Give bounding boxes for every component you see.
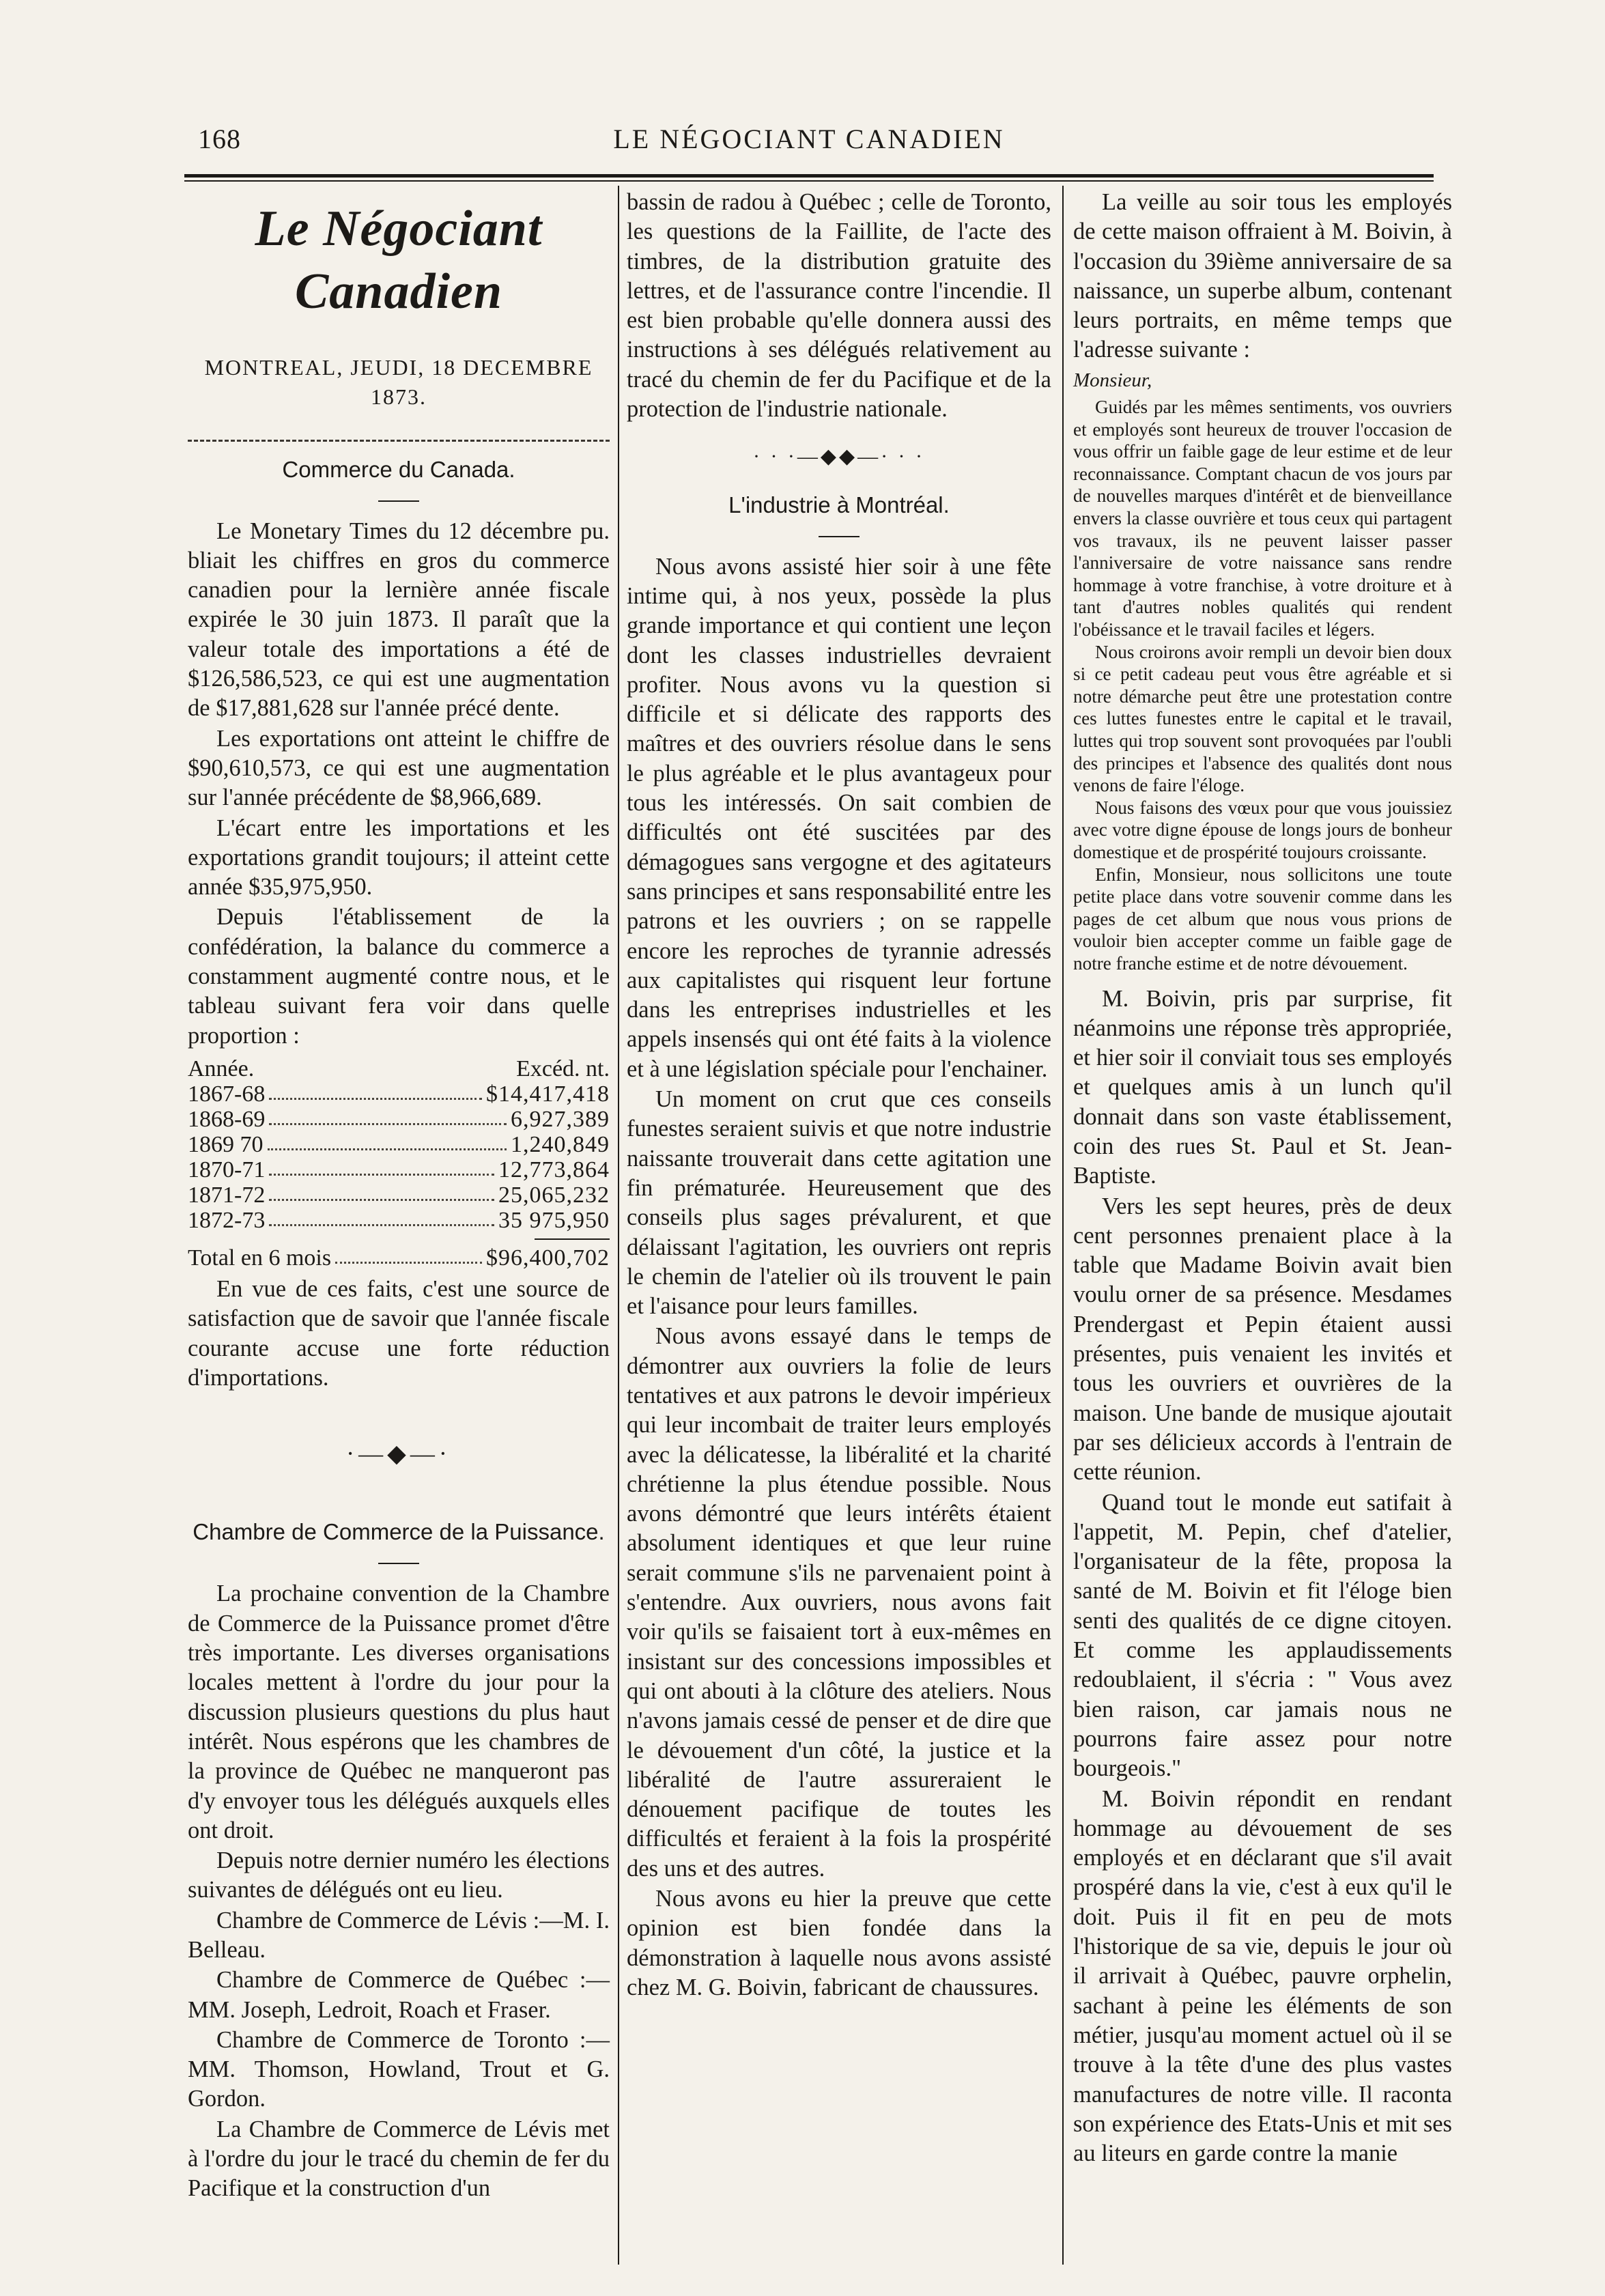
column-divider [618,186,619,2265]
table-row [188,1182,610,1208]
ornament-divider: ·—◆—· [346,1440,451,1468]
table-row [188,1081,610,1107]
article-paragraph: Chambre de Commerce de Lévis :—M. I. Belleau. [188,1907,610,1963]
table-header-excess: Excéd. nt. [516,1055,610,1081]
table-total-amount: $96,400,702 [486,1245,610,1271]
column-3 [1073,188,1452,2169]
dateline: MONTREAL, JEUDI, 18 DECEMBRE 1873. [204,355,593,410]
heading-rule [378,500,419,502]
article-paragraph: En vue de ces faits, c'est une source de satisfaction que de savoir que l'année fiscale courante accuse une forte réduction d'importations. [188,1275,610,1391]
table-cell-year: 1867-68 [188,1081,266,1107]
table-header-row [188,1056,610,1081]
address-salutation: Monsieur, [1073,369,1152,391]
article-paragraph: Chambre de Commerce de Toronto :—MM. Thomson, Howland, Trout et G. Gordon. [188,2026,610,2112]
table-row [188,1107,610,1132]
article-heading: Chambre de Commerce de la Puissance. [193,1519,605,1545]
heading-rule [378,1563,419,1564]
masthead-title: Le Négociant Canadien [255,201,543,320]
article-paragraph: L'écart entre les importations et les exportations grandit toujours; il atteint cette année $35,975,950. [188,814,610,901]
table-cell-amount: $14,417,418 [486,1081,610,1107]
page-number: 168 [198,124,241,154]
address-paragraph: Guidés par les mêmes sentiments, vos ouvriers et employés sont heureux de trouver l'occasion de vous offrir un faible gage de leur estime et de leur reconnaissance. Comptant chacun de vos jours par de nouvelles marques d'intérêt et de bienveillance envers la classe ouvrière et tous ceux qui partagent vos travaux, ils ne peuvent laisser passer l'anniversaire de votre naissance sans rendre hommage à votre franchise, à votre droiture et à tant d'autres nobles qualités qui rendent l'obéissance et le travail faciles et légers. [1073,397,1452,640]
article-paragraph: Depuis notre dernier numéro les élections suivantes de délégués ont eu lieu. [188,1847,610,1903]
article-heading: Commerce du Canada. [282,456,515,482]
ornament-divider: · · ·—◆◆—· · · [752,445,926,468]
table-cell-year: 1872-73 [188,1207,266,1233]
article-paragraph: La veille au soir tous les employés de cette maison offraient à M. Boivin, à l'occasion du 39ième anniversaire de sa naissance, un superbe album, contenant leurs portraits, en même temps que l'adresse suivante : [1073,189,1452,363]
column-2 [627,188,1051,2003]
address-paragraph: Nous faisons des vœux pour que vous jouissiez avec votre digne épouse de longs jours de bonheur domestique et de prospérité toujours croissante. [1073,797,1452,862]
table-cell-year: 1871-72 [188,1182,266,1208]
article-paragraph: Quand tout le monde eut satifait à l'appetit, M. Pepin, chef d'atelier, l'organisateur de la fête, proposa la santé de M. Boivin et fit l'éloge bien senti des qualités de ce digne citoyen. Et comme les applaudissements redoublaient, il s'écria : " Vous avez bien raison, car jamais nous ne pourrons faire assez pour notre bourgeois." [1073,1489,1452,1782]
address-paragraph: Enfin, Monsieur, nous sollicitons une toute petite place dans votre souvenir comme dans les pages de cet album que nous vous prions de vouloir bien accepter comme un faible gage de notre franche estime et de notre dévouement. [1073,864,1452,974]
article-paragraph: M. Boivin, pris par surprise, fit néanmoins une réponse très appropriée, et hier soir il conviait tous ses employés et quelques amis à un lunch qu'il donnait dans son vaste établissement, coin des rues St. Paul et St. Jean-Baptiste. [1073,985,1452,1189]
table-cell-amount: 35 975,950 [498,1207,610,1233]
article-paragraph: Nous avons assisté hier soir à une fête intime qui, à nos yeux, possède la plus grande importance et qui contient une leçon dont les classes industrielles devraient profiter. Nous avons vu la question si difficile et si délicate des rapports des maîtres et des ouvriers résolue dans le sens le plus agréable et le plus avantageux pour tous les intéressés. On sait combien de difficultés ont été suscitées par des démagogues sans vergogne et des agitateurs sans principes et sans responsabilité entre les patrons et les ouvriers ; on se rappelle encore les reproches de tyrannie adressés aux capitalistes qui risquent leur fortune dans les entreprises industrielles et les appels insensés qui ont été faits à la violence et à une législation spéciale pour l'enchainer. [627,553,1051,1082]
column-divider [1062,186,1064,2265]
article-heading: L'industrie à Montréal. [728,492,950,518]
table-cell-year: 1869 70 [188,1131,264,1157]
balance-table [188,1056,610,1271]
table-cell-amount: 1,240,849 [511,1131,610,1157]
table-cell-year: 1868-69 [188,1106,266,1132]
table-cell-amount: 6,927,389 [511,1106,610,1132]
article-paragraph: Nous avons eu hier la preuve que cette opinion est bien fondée dans la démonstration à laquelle nous avons assisté chez M. G. Boivin, fabricant de chaussures. [627,1886,1051,2000]
article-paragraph: bassin de radou à Québec ; celle de Toronto, les questions de la Faillite, de l'acte des timbres, de la distribution gratuite des lettres, et de l'assurance contre l'incendie. Il est bien probable qu'elle donnera aussi des instructions à ses délégués relativement au tracé du chemin de fer du Pacifique et de la protection de l'industrie nationale. [627,189,1051,423]
article-paragraph: Chambre de Commerce de Québec :—MM. Joseph, Ledroit, Roach et Fraser. [188,1967,610,2023]
table-cell-amount: 25,065,232 [498,1182,610,1208]
table-cell-year: 1870-71 [188,1157,266,1182]
article-paragraph: La Chambre de Commerce de Lévis met à l'ordre du jour le tracé du chemin de fer du Pacifique et la construction d'un [188,2116,610,2202]
article-paragraph: Le Monetary Times du 12 décembre pu. bliait les chiffres en gros du commerce canadien pour la lernière année fiscale expirée le 30 juin 1873. Il paraît que la valeur totale des importations a été de $126,586,523, ce qui est une augmentation de $17,881,628 sur l'année précé dente. [188,518,610,722]
table-cell-amount: 12,773,864 [498,1157,610,1182]
table-row [188,1132,610,1157]
table-total-row [188,1245,610,1271]
article-paragraph: Nous avons essayé dans le temps de démontrer aux ouvriers la folie de leurs tentatives et aux patrons le devoir impérieux qui leur incombait de traiter leurs employés avec la délicatesse, la libéralité et la charité chrétienne la plus étendue possible. Nous avons démontré que leurs intérêts étaient absolument identiques et que leur ruine serait commune s'ils ne parvenaient point à s'entendre. Aux ouvriers, nous avons fait voir qu'ils se faisaient tort à eux-mêmes en insistant sur des concessions impossibles et qui ont abouti à la clôture des ateliers. Nous n'avons jamais cessé de penser et de dire que le dévouement d'un côté, la justice et la libéralité de l'autre assureraient le dénouement pacifique de toutes les difficultés et feraient à la fois la prospérité des uns et des autres. [627,1323,1051,1882]
article-paragraph: Un moment on crut que ces conseils funestes seraient suivis et que notre industrie naissante trouverait dans cette agitation une fin prématurée. Heureusement que des conseils plus sages prévalurent, et que délaissant l'agitation, les ouvriers ont repris le chemin de l'atelier où ils trouvent le pain et l'aisance pour leurs familles. [627,1086,1051,1320]
table-row [188,1208,610,1233]
table-row [188,1157,610,1182]
page-header [198,123,1420,164]
heading-rule [819,536,860,537]
address-text [1073,396,1452,974]
running-title: LE NÉGOCIANT CANADIEN [613,124,1005,154]
table-header-year: Année. [188,1055,255,1081]
article-paragraph: La prochaine convention de la Chambre de Commerce de la Puissance promet d'être très importante. Les diverses organisations locales mettent à l'ordre du jour pour la discussion plusieurs questions du plus haut intérêt. Nous espérons que les chambres de la province de Québec ne manqueront pas d'y envoyer tous les délégués auxquels elles ont droit. [188,1581,610,1843]
header-rule [184,174,1434,178]
section-divider [188,440,610,442]
article-paragraph: M. Boivin répondit en rendant hommage au dévouement de ses employés et en déclarant que s'il avait prospéré dans la vie, c'est à eux qu'il le doit. Puis il fit en peu de mots l'historique de sa vie, depuis le jour où il arrivait à Québec, pauvre orphelin, sachant à peine les éléments de son métier, jusqu'au moment actuel où il se trouve à la tête d'une des plus vastes manufactures de notre ville. Il raconta son expérience des Etats-Unis et mit ses au liteurs en garde contre la manie [1073,1785,1452,2167]
address-paragraph: Nous croirons avoir rempli un devoir bien doux si ce petit cadeau peut vous être agréable et si notre démarche peut être une protestation contre ces luttes funestes entre le capital et le travail, luttes qui trop souvent sont provoquées par l'oubli des principes et l'absence des qualités dont nous venons de faire l'éloge. [1073,641,1452,796]
header-rule-thin [184,180,1434,182]
column-1 [188,188,610,2205]
article-paragraph: Vers les sept heures, près de deux cent personnes prenaient place à la table que Madame Boivin avait bien voulu orner de sa présence. Mesdames Prendergast et Pepin étaient aussi présentes, puis venaient les invités et tous les ouvriers et ouvrières de la maison. Une bande de musique ajoutait par ses délicieux accords à l'entrain de cette réunion. [1073,1193,1452,1486]
article-paragraph: Les exportations ont atteint le chiffre de $90,610,573, ce qui est une augmentation sur l'année précédente de $8,966,689. [188,725,610,811]
table-total-label: Total en 6 mois [188,1245,332,1271]
total-rule [535,1238,610,1240]
article-paragraph: Depuis l'établissement de la confédération, la balance du commerce a constamment augmenté contre nous, et le tableau suivant fera voir dans quelle proportion : [188,904,610,1049]
